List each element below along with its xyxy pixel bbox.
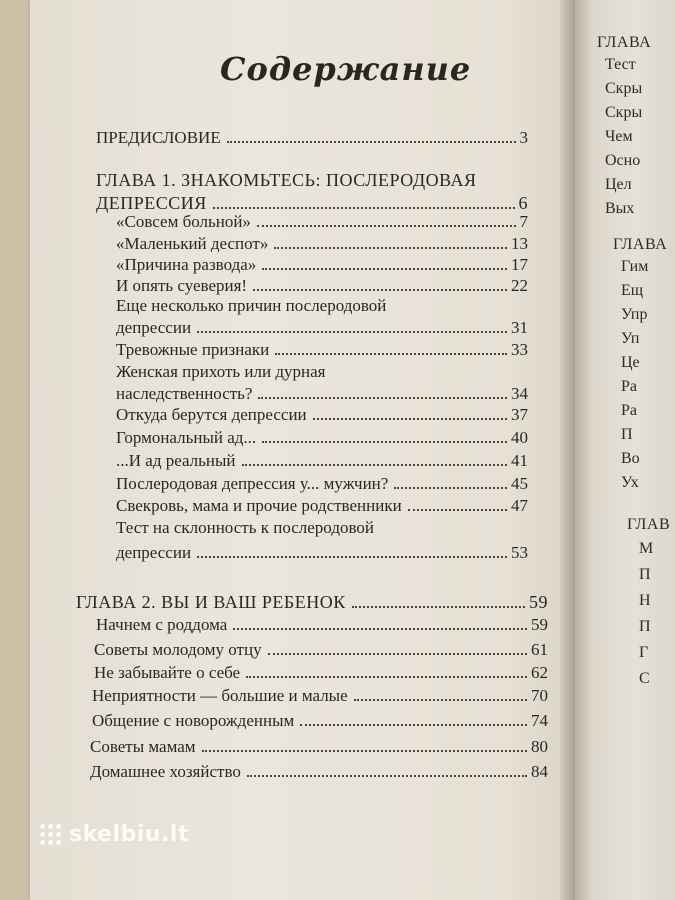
right-page-line: Тест — [605, 56, 636, 73]
toc-entry-title: Общение с новорожденным — [92, 711, 295, 730]
toc-entry-title: И опять суеверия! — [116, 276, 248, 295]
toc-page-number: 47 — [511, 496, 528, 515]
toc-entry-preface[interactable] — [96, 128, 528, 148]
toc-entry[interactable] — [94, 663, 548, 683]
toc-entry[interactable] — [116, 543, 528, 563]
toc-entry[interactable] — [116, 234, 528, 254]
toc-page-number: 7 — [519, 212, 528, 231]
right-page-line: Чем — [605, 128, 633, 145]
right-page-line: ГЛАВА — [613, 236, 668, 253]
leader-dots — [213, 207, 515, 209]
leader-dots — [197, 556, 507, 558]
toc-entry-title: Откуда берутся депрессии — [116, 405, 307, 424]
toc-entry-title: ДЕПРЕССИЯ — [96, 193, 207, 213]
toc-page-number: 84 — [531, 762, 548, 781]
toc-entry-title-line1[interactable]: Женская прихоть или дурная — [116, 362, 326, 381]
toc-entry[interactable] — [94, 640, 548, 660]
toc-entry-title: Советы мамам — [90, 737, 196, 756]
toc-entry[interactable] — [116, 451, 528, 471]
toc-page-number: 74 — [531, 711, 548, 730]
right-page-line: Во — [621, 450, 640, 467]
leader-dots — [275, 353, 507, 355]
toc-page-number: 22 — [511, 276, 528, 295]
toc-page-number: 17 — [511, 255, 528, 274]
leader-dots — [408, 509, 507, 511]
right-page-line: Н — [639, 592, 651, 609]
right-page-line: Скры — [605, 104, 643, 121]
right-page-line: Цел — [605, 176, 632, 193]
right-page-line: Вых — [605, 200, 635, 217]
toc-entry-title-line1[interactable]: Тест на склонность к послеродовой — [116, 518, 374, 537]
toc-entry-title: «Маленький деспот» — [116, 234, 269, 253]
toc-entry-title: Советы молодому отцу — [94, 640, 262, 659]
toc-entry-title: депрессии — [116, 318, 192, 337]
toc-entry-title: наследственность? — [116, 384, 253, 403]
toc-entry[interactable] — [90, 737, 548, 757]
leader-dots — [246, 676, 527, 678]
toc-page-number: 33 — [511, 340, 528, 359]
toc-entry[interactable] — [116, 496, 528, 516]
right-page-line: ГЛАВ — [627, 516, 671, 533]
right-page-line: Ещ — [621, 282, 644, 299]
leader-dots — [313, 418, 507, 420]
toc-page-number: 80 — [531, 737, 548, 756]
right-page-line: П — [639, 618, 651, 635]
toc-page-number: 62 — [531, 663, 548, 682]
leader-dots — [300, 724, 527, 726]
right-page-line: П — [639, 566, 651, 583]
toc-page-number: 3 — [519, 128, 528, 147]
toc-entry-title: ПРЕДИСЛОВИЕ — [96, 128, 221, 147]
toc-page-number: 13 — [511, 234, 528, 253]
toc-page-number: 45 — [511, 474, 528, 493]
toc-entry[interactable] — [116, 276, 528, 296]
toc-entry-title: ...И ад реальный — [116, 451, 236, 470]
right-page-line: Це — [621, 354, 640, 371]
toc-entry[interactable] — [96, 615, 548, 635]
toc-entry[interactable] — [116, 255, 528, 275]
toc-page-number: 34 — [511, 384, 528, 403]
leader-dots — [394, 487, 507, 489]
leader-dots — [258, 397, 507, 399]
right-page-line: П — [621, 426, 633, 443]
toc-page-number: 31 — [511, 318, 528, 337]
toc-entry[interactable] — [90, 762, 548, 782]
toc-entry-title-line1[interactable]: Еще несколько причин послеродовой — [116, 296, 387, 315]
leader-dots — [247, 775, 527, 777]
right-page-line: Ра — [621, 378, 637, 395]
toc-entry-title: Неприятности — большие и малые — [92, 686, 348, 705]
toc-page-number: 40 — [511, 428, 528, 447]
right-page-line: Уп — [621, 330, 640, 347]
right-page-line: М — [639, 540, 654, 557]
right-page — [575, 0, 675, 900]
toc-entry-title: Домашнее хозяйство — [90, 762, 241, 781]
right-page-line: Ра — [621, 402, 637, 419]
watermark-dots-icon — [40, 824, 61, 845]
toc-entry[interactable] — [116, 340, 528, 360]
toc-entry-title: Послеродовая депрессия у... мужчин? — [116, 474, 389, 493]
leader-dots — [202, 750, 527, 752]
toc-entry[interactable] — [116, 318, 528, 338]
leader-dots — [274, 247, 507, 249]
leader-dots — [257, 225, 516, 227]
toc-entry[interactable] — [116, 405, 528, 425]
toc-entry-title: депрессии — [116, 543, 192, 562]
toc-entry-title: «Причина развода» — [116, 255, 257, 274]
toc-entry[interactable] — [116, 428, 528, 448]
leader-dots — [352, 606, 525, 608]
leader-dots — [262, 441, 507, 443]
page-title: Содержание — [220, 50, 472, 88]
right-page-line: Гим — [621, 258, 649, 275]
right-page-line: ГЛАВА — [597, 34, 652, 51]
toc-entry[interactable] — [92, 711, 548, 731]
toc-entry-title: Начнем с роддома — [96, 615, 228, 634]
leader-dots — [227, 141, 516, 143]
leader-dots — [262, 268, 507, 270]
toc-entry-chapter-1[interactable] — [96, 193, 528, 214]
right-page-line: Упр — [621, 306, 648, 323]
leader-dots — [242, 464, 507, 466]
toc-page-number: 6 — [518, 193, 528, 213]
leader-dots — [197, 331, 507, 333]
leader-dots — [233, 628, 527, 630]
right-page-line: Ух — [621, 474, 639, 491]
leader-dots — [268, 653, 527, 655]
toc-page-number: 41 — [511, 451, 528, 470]
toc-entry-title: ГЛАВА 2. ВЫ И ВАШ РЕБЕНОК — [76, 592, 346, 612]
watermark — [40, 822, 189, 847]
right-page-line: Осно — [605, 152, 641, 169]
toc-page-number: 53 — [511, 543, 528, 562]
toc-entry[interactable] — [116, 212, 528, 232]
toc-page-number: 61 — [531, 640, 548, 659]
toc-page-number: 70 — [531, 686, 548, 705]
toc-page-number: 59 — [529, 592, 548, 612]
right-page-line: Скры — [605, 80, 643, 97]
leader-dots — [253, 289, 507, 291]
leader-dots — [354, 699, 527, 701]
toc-entry-title: Гормональный ад... — [116, 428, 257, 447]
toc-entry[interactable] — [116, 384, 528, 404]
toc-entry[interactable] — [116, 474, 528, 494]
toc-entry-title: Свекровь, мама и прочие родственники — [116, 496, 402, 515]
toc-page-number: 37 — [511, 405, 528, 424]
toc-entry-chapter-2[interactable] — [76, 592, 548, 613]
toc-entry-title: Тревожные признаки — [116, 340, 270, 359]
watermark-text: skelbiu.lt — [69, 822, 189, 847]
toc-entry-title: Не забывайте о себе — [94, 663, 241, 682]
right-page-line: С — [639, 670, 650, 687]
chapter-1-title[interactable]: ГЛАВА 1. ЗНАКОМЬТЕСЬ: ПОСЛЕРОДОВАЯ — [96, 170, 477, 190]
right-page-line: Г — [639, 644, 649, 661]
toc-entry[interactable] — [92, 686, 548, 706]
toc-entry-title: «Совсем больной» — [116, 212, 251, 231]
toc-page-number: 59 — [531, 615, 548, 634]
